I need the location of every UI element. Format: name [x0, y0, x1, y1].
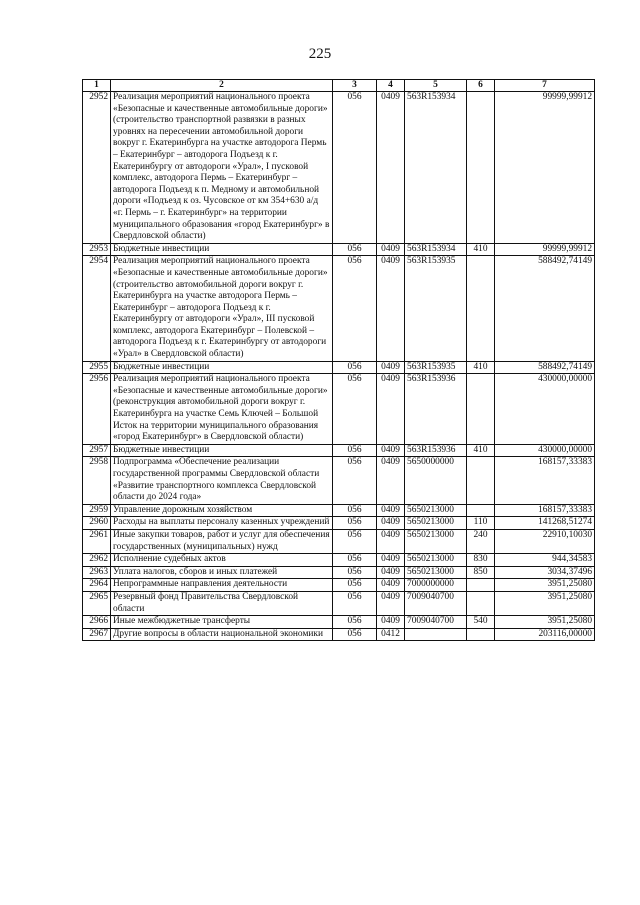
column-header: 3 — [333, 80, 377, 92]
column-header: 1 — [83, 80, 111, 92]
department-code-cell: 056 — [333, 554, 377, 567]
section-code-cell: 0409 — [377, 579, 405, 592]
item-name-cell: Исполнение судебных актов — [111, 554, 333, 567]
target-article-cell: 563R153936 — [405, 374, 467, 445]
item-name-cell: Резервный фонд Правительства Свердловской области — [111, 591, 333, 615]
section-code-cell: 0409 — [377, 591, 405, 615]
target-article-cell: 5650213000 — [405, 529, 467, 553]
row-number-cell: 2961 — [83, 529, 111, 553]
target-article-cell: 563R153934 — [405, 92, 467, 244]
table-row — [83, 579, 595, 592]
item-name-cell: Иные межбюджетные трансферты — [111, 616, 333, 629]
amount-cell: 588492,74149 — [495, 361, 595, 374]
amount-cell: 141268,51274 — [495, 517, 595, 530]
expense-type-cell: 410 — [467, 361, 495, 374]
section-code-cell: 0412 — [377, 628, 405, 641]
row-number-cell: 2954 — [83, 256, 111, 361]
row-number-cell: 2962 — [83, 554, 111, 567]
expense-type-cell: 540 — [467, 616, 495, 629]
department-code-cell: 056 — [333, 361, 377, 374]
amount-cell: 3951,25080 — [495, 591, 595, 615]
department-code-cell: 056 — [333, 256, 377, 361]
item-name-cell: Иные закупки товаров, работ и услуг для обеспечения государственных (муниципальных) нужд — [111, 529, 333, 553]
department-code-cell: 056 — [333, 457, 377, 504]
table-row — [83, 243, 595, 256]
budget-table — [82, 79, 595, 641]
section-code-cell: 0409 — [377, 444, 405, 457]
section-code-cell: 0409 — [377, 529, 405, 553]
amount-cell: 3951,25080 — [495, 579, 595, 592]
amount-cell: 588492,74149 — [495, 256, 595, 361]
department-code-cell: 056 — [333, 591, 377, 615]
target-article-cell: 5650213000 — [405, 504, 467, 517]
expense-type-cell — [467, 374, 495, 445]
amount-cell: 430000,00000 — [495, 444, 595, 457]
expense-type-cell — [467, 457, 495, 504]
amount-cell: 99999,99912 — [495, 92, 595, 244]
target-article-cell: 5650213000 — [405, 566, 467, 579]
row-number-cell: 2958 — [83, 457, 111, 504]
target-article-cell: 5650213000 — [405, 517, 467, 530]
page-number: 225 — [308, 46, 332, 62]
table-row — [83, 361, 595, 374]
expense-type-cell — [467, 504, 495, 517]
amount-cell: 168157,33383 — [495, 457, 595, 504]
section-code-cell: 0409 — [377, 243, 405, 256]
item-name-cell: Непрограммные направления деятельности — [111, 579, 333, 592]
target-article-cell: 563R153936 — [405, 444, 467, 457]
column-header: 5 — [405, 80, 467, 92]
table-row — [83, 92, 595, 244]
amount-cell: 22910,10030 — [495, 529, 595, 553]
row-number-cell: 2960 — [83, 517, 111, 530]
column-header: 7 — [495, 80, 595, 92]
item-name-cell: Управление дорожным хозяйством — [111, 504, 333, 517]
row-number-cell: 2965 — [83, 591, 111, 615]
row-number-cell: 2959 — [83, 504, 111, 517]
row-number-cell: 2952 — [83, 92, 111, 244]
expense-type-cell — [467, 256, 495, 361]
expense-type-cell — [467, 579, 495, 592]
target-article-cell — [405, 628, 467, 641]
column-header: 6 — [467, 80, 495, 92]
section-code-cell: 0409 — [377, 504, 405, 517]
target-article-cell: 7009040700 — [405, 616, 467, 629]
column-header: 4 — [377, 80, 405, 92]
row-number-cell: 2963 — [83, 566, 111, 579]
department-code-cell: 056 — [333, 566, 377, 579]
section-code-cell: 0409 — [377, 361, 405, 374]
amount-cell: 203116,00000 — [495, 628, 595, 641]
section-code-cell: 0409 — [377, 457, 405, 504]
section-code-cell: 0409 — [377, 517, 405, 530]
target-article-cell: 563R153934 — [405, 243, 467, 256]
department-code-cell: 056 — [333, 444, 377, 457]
department-code-cell: 056 — [333, 517, 377, 530]
row-number-cell: 2955 — [83, 361, 111, 374]
table-row — [83, 554, 595, 567]
amount-cell: 430000,00000 — [495, 374, 595, 445]
target-article-cell: 7000000000 — [405, 579, 467, 592]
table-row — [83, 457, 595, 504]
item-name-cell: Реализация мероприятий национального проекта «Безопасные и качественные автомобильные дороги» (строительство автомобильной дороги вокруг г. Екатеринбурга на участке автодорога Пермь – Екатеринбург – автодорога Подъезд к г. Екатеринбургу от автодороги «Урал», III пусковой комплекс, автодорога Екатеринбург – Полевской – автодорога Подъезд к г. Екатеринбургу от автодороги «Урал» в Свердловской области) — [111, 256, 333, 361]
section-code-cell: 0409 — [377, 616, 405, 629]
item-name-cell: Бюджетные инвестиции — [111, 444, 333, 457]
table-row — [83, 517, 595, 530]
row-number-cell: 2953 — [83, 243, 111, 256]
item-name-cell: Реализация мероприятий национального проекта «Безопасные и качественные автомобильные дороги» (строительство транспортной развязки в разных уровнях на пересечении автомобильной дороги вокруг г. Екатеринбурга на участке автодорога Пермь – Екатеринбург – автодорога Подъезд к г. Екатеринбургу от автодороги «Урал», I пусковой комплекс, автодорога Пермь – Екатеринбург – автодорога Подъезд к п. Медному и автомобильной дороги «Подъезд к оз. Чусовское от км 354+630 а/д «г. Пермь – г. Екатеринбург» на территории муниципального образования «город Екатеринбург» в Свердловской области) — [111, 92, 333, 244]
row-number-cell: 2964 — [83, 579, 111, 592]
target-article-cell: 5650213000 — [405, 554, 467, 567]
section-code-cell: 0409 — [377, 566, 405, 579]
expense-type-cell — [467, 628, 495, 641]
target-article-cell: 7009040700 — [405, 591, 467, 615]
expense-type-cell: 410 — [467, 444, 495, 457]
table-row — [83, 566, 595, 579]
expense-type-cell: 110 — [467, 517, 495, 530]
target-article-cell: 563R153935 — [405, 256, 467, 361]
table-row — [83, 616, 595, 629]
table-row — [83, 628, 595, 641]
table-row — [83, 591, 595, 615]
section-code-cell: 0409 — [377, 554, 405, 567]
item-name-cell: Подпрограмма «Обеспечение реализации государственной программы Свердловской области «Развитие транспортного комплекса Свердловской области до 2024 года» — [111, 457, 333, 504]
table-row — [83, 504, 595, 517]
amount-cell: 944,34583 — [495, 554, 595, 567]
item-name-cell: Расходы на выплаты персоналу казенных учреждений — [111, 517, 333, 530]
section-code-cell: 0409 — [377, 374, 405, 445]
expense-type-cell — [467, 92, 495, 244]
department-code-cell: 056 — [333, 529, 377, 553]
row-number-cell: 2967 — [83, 628, 111, 641]
table-row — [83, 256, 595, 361]
department-code-cell: 056 — [333, 579, 377, 592]
department-code-cell: 056 — [333, 504, 377, 517]
amount-cell: 99999,99912 — [495, 243, 595, 256]
table-row — [83, 529, 595, 553]
department-code-cell: 056 — [333, 616, 377, 629]
department-code-cell: 056 — [333, 628, 377, 641]
amount-cell: 168157,33383 — [495, 504, 595, 517]
item-name-cell: Бюджетные инвестиции — [111, 243, 333, 256]
expense-type-cell: 850 — [467, 566, 495, 579]
section-code-cell: 0409 — [377, 92, 405, 244]
department-code-cell: 056 — [333, 243, 377, 256]
item-name-cell: Бюджетные инвестиции — [111, 361, 333, 374]
expense-type-cell: 410 — [467, 243, 495, 256]
table-row — [83, 444, 595, 457]
item-name-cell: Уплата налогов, сборов и иных платежей — [111, 566, 333, 579]
amount-cell: 3034,37496 — [495, 566, 595, 579]
target-article-cell: 563R153935 — [405, 361, 467, 374]
table-row — [83, 374, 595, 445]
expense-type-cell: 830 — [467, 554, 495, 567]
department-code-cell: 056 — [333, 92, 377, 244]
table-header-row — [83, 80, 595, 92]
column-header: 2 — [111, 80, 333, 92]
department-code-cell: 056 — [333, 374, 377, 445]
section-code-cell: 0409 — [377, 256, 405, 361]
row-number-cell: 2956 — [83, 374, 111, 445]
expense-type-cell: 240 — [467, 529, 495, 553]
amount-cell: 3951,25080 — [495, 616, 595, 629]
row-number-cell: 2957 — [83, 444, 111, 457]
item-name-cell: Другие вопросы в области национальной экономики — [111, 628, 333, 641]
target-article-cell: 5650000000 — [405, 457, 467, 504]
expense-type-cell — [467, 591, 495, 615]
item-name-cell: Реализация мероприятий национального проекта «Безопасные и качественные автомобильные дороги» (реконструкция автомобильной дороги вокруг г. Екатеринбурга на участке Семь Ключей – Большой Исток на территории муниципального образования «город Екатеринбург» в Свердловской области) — [111, 374, 333, 445]
row-number-cell: 2966 — [83, 616, 111, 629]
